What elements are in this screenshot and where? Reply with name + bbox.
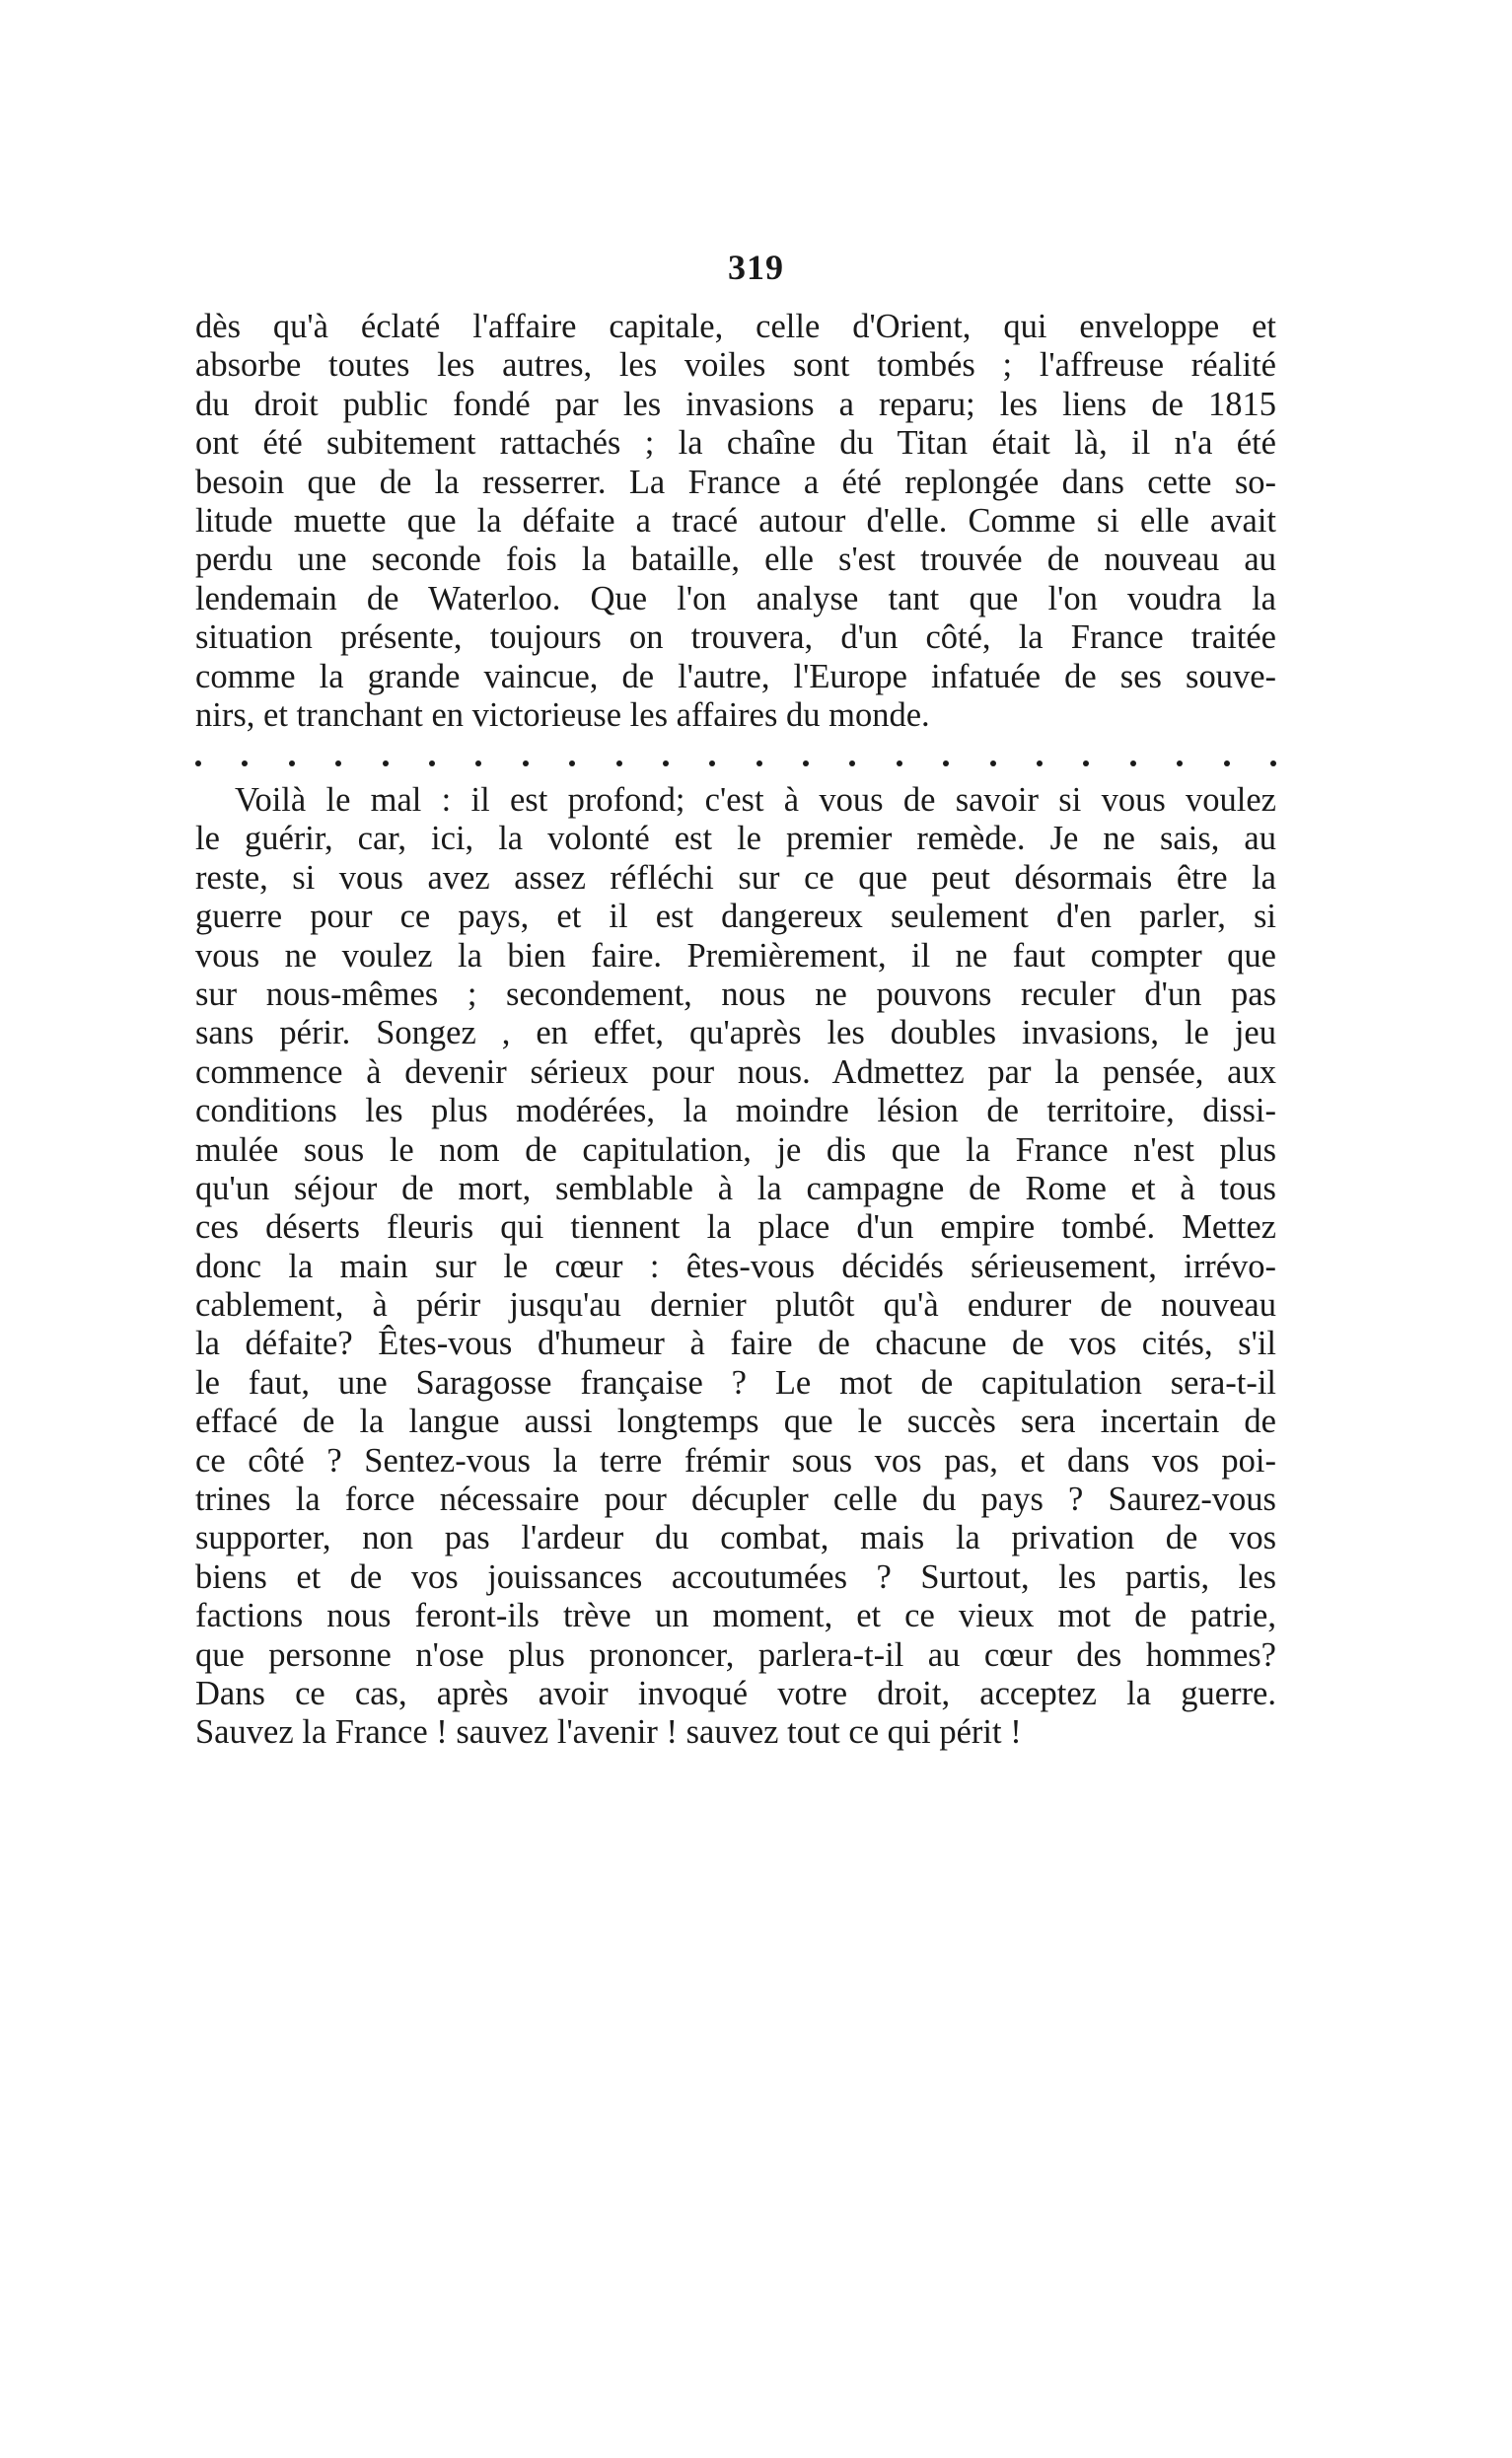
separator-dot — [663, 760, 669, 766]
separator-dot — [242, 760, 248, 766]
separator-dot — [429, 760, 435, 766]
text-line: lendemain de Waterloo. Que l'on analyse tant que l'on voudra la — [195, 579, 1276, 617]
separator-dot — [1083, 760, 1089, 766]
text-line: commence à devenir sérieux pour nous. Admettez par la pensée, aux — [195, 1052, 1276, 1091]
text-line: le faut, une Saragosse française ? Le mot de capitulation sera-t-il — [195, 1363, 1276, 1402]
text-line: effacé de la langue aussi longtemps que le succès sera incertain de — [195, 1403, 1276, 1441]
ellipsis-separator — [195, 758, 1276, 769]
text-line: sans périr. Songez , en effet, qu'après les doubles invasions, le jeu — [195, 1014, 1276, 1052]
separator-dot — [1177, 760, 1183, 766]
text-line: factions nous feront-ils trève un moment, et ce vieux mot de patrie, — [195, 1597, 1276, 1635]
text-line: besoin que de la resserrer. La France a été replongée dans cette so- — [195, 463, 1276, 501]
separator-dot — [990, 760, 996, 766]
text-line: supporter, non pas l'ardeur du combat, mais la privation de vos — [195, 1519, 1276, 1557]
separator-dot — [1130, 760, 1136, 766]
text-line: perdu une seconde fois la bataille, elle s'est trouvée de nouveau au — [195, 541, 1276, 579]
text-line: Dans ce cas, après avoir invoqué votre droit, acceptez la guerre. — [195, 1674, 1276, 1712]
text-line: ce côté ? Sentez-vous la terre frémir sous vos pas, et dans vos poi- — [195, 1441, 1276, 1480]
separator-dot — [943, 760, 949, 766]
paragraph-1 — [195, 308, 1276, 735]
separator-dot — [709, 760, 715, 766]
separator-dot — [756, 760, 762, 766]
text-line: donc la main sur le cœur : êtes-vous décidés sérieusement, irrévo- — [195, 1247, 1276, 1285]
separator-dot — [335, 760, 341, 766]
separator-dot — [523, 760, 529, 766]
separator-dot — [475, 760, 481, 766]
text-line: biens et de vos jouissances accoutumées ? Surtout, les partis, les — [195, 1557, 1276, 1596]
text-line: que personne n'ose plus prononcer, parlera-t-il au cœur des hommes? — [195, 1635, 1276, 1674]
text-line: trines la force nécessaire pour décupler celle du pays ? Saurez-vous — [195, 1481, 1276, 1519]
text-line: absorbe toutes les autres, les voiles sont tombés ; l'affreuse réalité — [195, 346, 1276, 385]
text-line: dès qu'à éclaté l'affaire capitale, celle d'Orient, qui enveloppe et — [195, 308, 1276, 345]
text-line: conditions les plus modérées, la moindre lésion de territoire, dissi- — [195, 1092, 1276, 1130]
separator-dot — [849, 760, 855, 766]
text-line: situation présente, toujours on trouvera, d'un côté, la France traitée — [195, 618, 1276, 657]
text-line: qu'un séjour de mort, semblable à la campagne de Rome et à tous — [195, 1169, 1276, 1207]
separator-dot — [897, 760, 902, 766]
separator-dot — [1224, 760, 1230, 766]
text-line: la défaite? Êtes-vous d'humeur à faire de chacune de vos cités, s'il — [195, 1325, 1276, 1363]
separator-dot — [616, 760, 622, 766]
separator-dot — [195, 760, 201, 766]
text-line: comme la grande vaincue, de l'autre, l'Europe infatuée de ses souve- — [195, 657, 1276, 695]
text-line: Sauvez la France ! sauvez l'avenir ! sauvez tout ce qui périt ! — [195, 1713, 1022, 1752]
separator-dot — [1037, 760, 1043, 766]
text-line: le guérir, car, ici, la volonté est le premier remède. Je ne sais, au — [195, 820, 1276, 858]
text-line: sur nous-mêmes ; secondement, nous ne pouvons reculer d'un pas — [195, 975, 1276, 1013]
separator-dot — [1270, 760, 1276, 766]
text-line: guerre pour ce pays, et il est dangereux seulement d'en parler, si — [195, 898, 1276, 936]
separator-dot — [569, 760, 575, 766]
text-line: Voilà le mal : il est profond; c'est à vous de savoir si vous voulez — [235, 781, 1276, 819]
text-line: litude muette que la défaite a tracé autour d'elle. Comme si elle avait — [195, 501, 1276, 540]
separator-dot — [383, 760, 389, 766]
text-line: cablement, à périr jusqu'au dernier plutôt qu'à endurer de nouveau — [195, 1286, 1276, 1325]
text-line: mulée sous le nom de capitulation, je dis que la France n'est plus — [195, 1130, 1276, 1169]
page-number: 319 — [728, 248, 784, 287]
separator-dot — [803, 760, 809, 766]
text-line: reste, si vous avez assez réfléchi sur ce que peut désormais être la — [195, 858, 1276, 897]
text-line: vous ne voulez la bien faire. Premièrement, il ne faut compter que — [195, 936, 1276, 975]
text-line: du droit public fondé par les invasions a reparu; les liens de 1815 — [195, 385, 1276, 423]
text-line: ces déserts fleuris qui tiennent la place d'un empire tombé. Mettez — [195, 1208, 1276, 1247]
separator-dot — [289, 760, 295, 766]
text-line: nirs, et tranchant en victorieuse les affaires du monde. — [195, 695, 930, 734]
text-line: ont été subitement rattachés ; la chaîne du Titan était là, il n'a été — [195, 424, 1276, 463]
paragraph-2 — [195, 781, 1276, 1753]
